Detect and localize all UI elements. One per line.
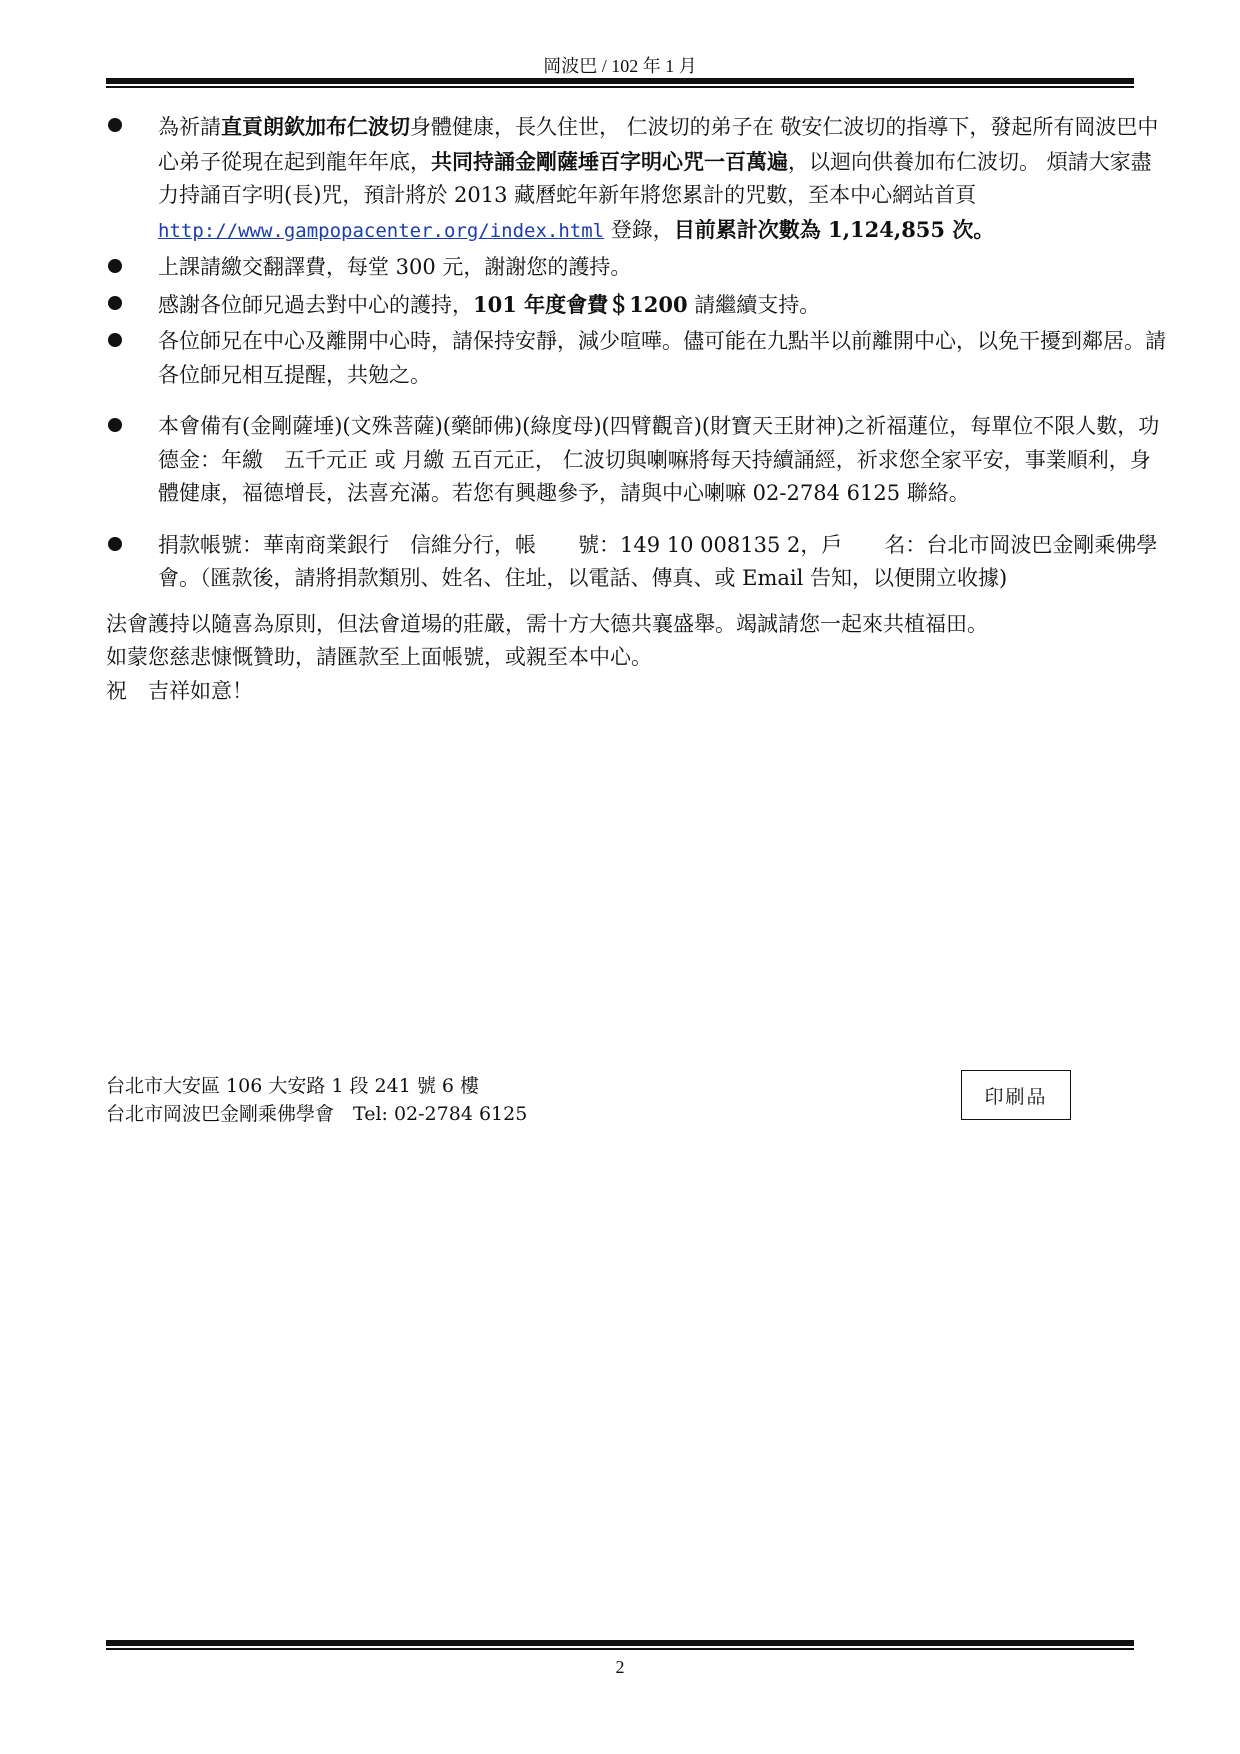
notice-text: 各位師兄在中心及離開中心時，請保持安靜，減少喧嘩。儘可能在九點半以前離開中心，以免干擾到鄰居。請各位師兄相互提醒，共勉之。 (158, 329, 1166, 387)
notice-text: 身體健康，長久住世， 仁波切的弟子在 敬安仁波切的指導下，發起所有岡波巴中心弟子從現在起到龍年年底， (158, 115, 1159, 174)
emphasis-text: 共同持誦金剛薩埵百字明心咒一百萬遍 (431, 148, 788, 174)
footer-rule (106, 1640, 1134, 1646)
notice-text: 為祈請 (158, 115, 221, 139)
notice-text: 請繼續支持。 (687, 292, 821, 317)
printed-matter-stamp: 印刷品 (961, 1070, 1071, 1120)
notice-list (106, 110, 1170, 596)
emphasis-text: 101 年度會費＄1200 (473, 291, 688, 317)
footer-rule-thin (106, 1648, 1134, 1650)
bullet-icon (108, 259, 122, 273)
page-header: 岡波巴 / 102 年 1 月 (543, 56, 697, 76)
closing-line: 法會護持以隨喜為原則，但法會道場的莊嚴，需十方大德共襄盛舉。竭誠請您一起來共植福田。 (106, 611, 988, 636)
organization-line: 台北市岡波巴金剛乘佛學會 Tel: 02-2784 6125 (106, 1103, 528, 1125)
bullet-icon (108, 296, 122, 310)
header-rule-thin (106, 86, 1134, 88)
notice-text: 感謝各位師兄過去對中心的護持， (158, 292, 473, 317)
emphasis-text: 目前累計次數為 1,124,855 次。 (673, 216, 995, 242)
notice-text: ，以迴向供養加布仁波切。 煩請大家盡力持誦百字明(長)咒，預計將於 2013 藏曆蛇年新年將您累計的咒數，至本中心網站首頁 (158, 149, 1152, 207)
address-line: 台北市大安區 106 大安路 1 段 241 號 6 樓 (106, 1075, 480, 1097)
notice-item (106, 325, 1170, 392)
bullet-icon (108, 418, 122, 432)
emphasis-text: 直貢朗欽加布仁波切 (221, 114, 410, 139)
notice-body (106, 110, 1170, 708)
page-number: 2 (615, 1657, 625, 1677)
closing-greeting: 祝 吉祥如意！ (106, 678, 253, 703)
notice-item (106, 110, 1170, 248)
notice-text: 登錄， (604, 217, 674, 242)
bullet-icon (108, 118, 122, 132)
header-rule (106, 78, 1134, 84)
bullet-icon (108, 333, 122, 347)
notice-item (106, 529, 1170, 596)
notice-item (106, 410, 1170, 511)
closing-line: 如蒙您慈悲慷慨贊助，請匯款至上面帳號，或親至本中心。 (106, 645, 652, 669)
closing-text (106, 608, 1170, 709)
notice-text: 捐款帳號：華南商業銀行 信維分行，帳 號：149 10 008135 2，戶 名：台北市岡波巴金剛乘佛學會。（匯款後，請將捐款類別、姓名、住址，以電話、傳真、或 Email 告知，以便開立收據) (158, 532, 1158, 590)
website-link[interactable]: http://www.gampopacenter.org/index.html (158, 219, 605, 242)
notice-text: 上課請繳交翻譯費，每堂 300 元，謝謝您的護持。 (158, 255, 632, 279)
notice-item (106, 288, 1170, 323)
bullet-icon (108, 537, 122, 551)
notice-item (106, 251, 1170, 285)
footer-address-block (106, 1072, 527, 1128)
notice-text: 本會備有(金剛薩埵)(文殊菩薩)(藥師佛)(綠度母)(四臂觀音)(財寶天王財神)之祈福蓮位，每單位不限人數，功德金：年繳 五千元正 或 月繳 五百元正， 仁波切與喇嘛將每天持續誦經，祈求您全家平安，事業順利，身體健康，福德增長，法喜充滿。若您有興趣參予，請與中心喇嘛 02-2784 6125 聯絡。 (158, 414, 1160, 505)
